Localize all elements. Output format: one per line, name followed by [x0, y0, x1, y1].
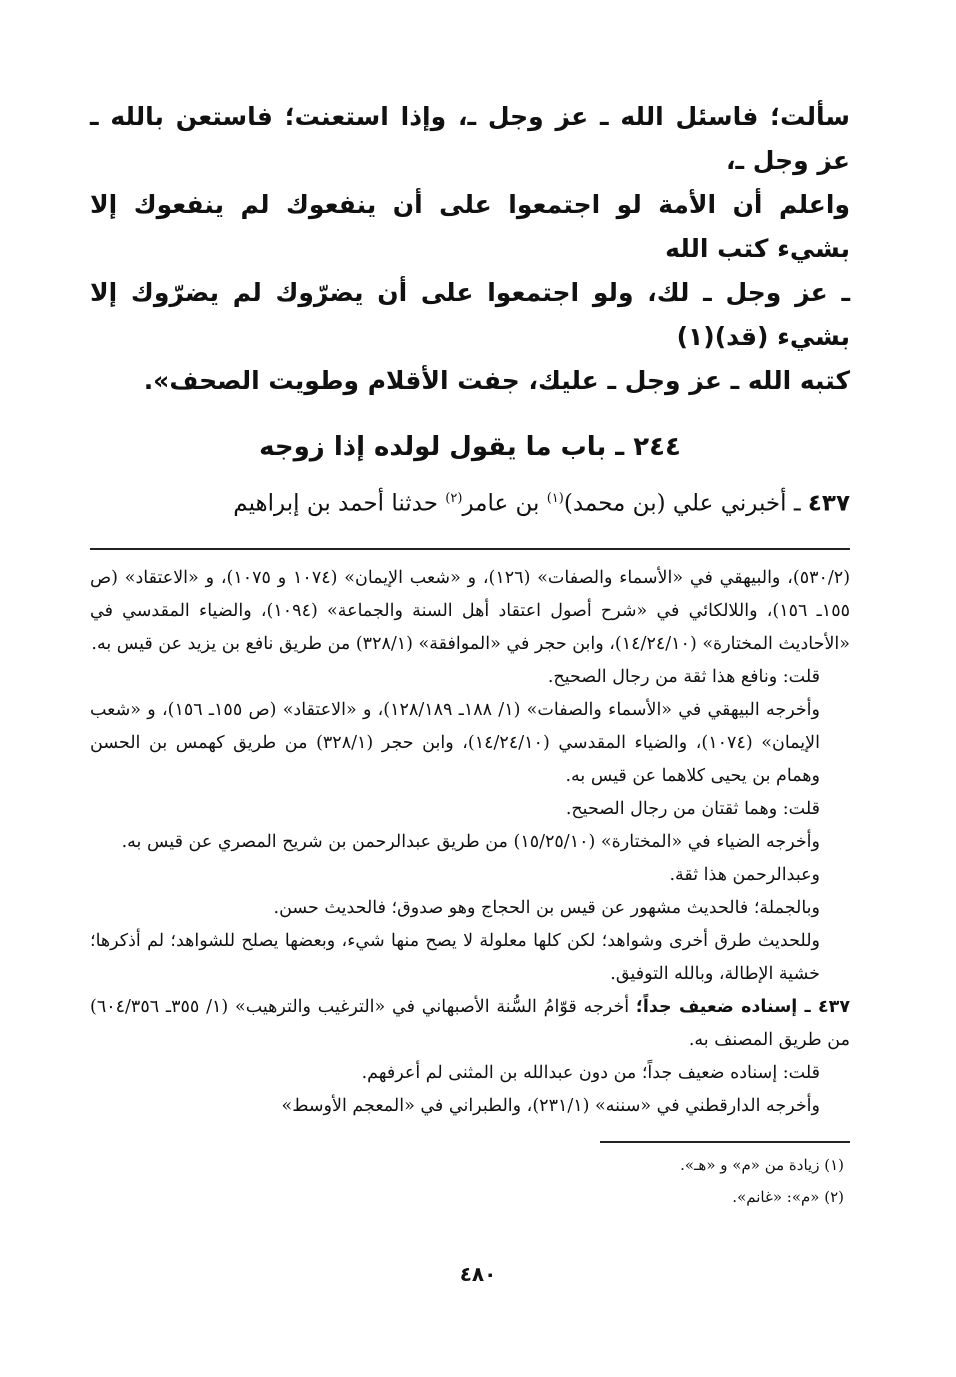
editor-notes: [90, 1149, 850, 1213]
isnad-text: بن عامر: [462, 490, 547, 517]
footnote-paragraph: (٥٣٠/٢)، والبيهقي في «الأسماء والصفات» (١٢٦)، و «شعب الإيمان» (١٠٧٤ و ١٠٧٥)، و «الاعتقاد» (ص ١٥٥ـ ١٥٦)، واللالكائي في «شرح أصول اعتقاد أهل السنة والجماعة» (١٠٩٤)، والضياء المقدسي في «الأحاديث المختارة» (١٤/٢٤/١٠)، وابن حجر في «الموافقة» (٣٢٨/١) من طريق نافع بن يزيد عن قيس به.: [90, 567, 851, 654]
page-body: [90, 95, 850, 1213]
editor-notes-divider: [600, 1141, 850, 1143]
footnote-text: أخرجه قوّامُ السُّنة الأصبهاني في «الترغيب والترهيب» (١/ ٣٥٥ـ ٦٠٤/٣٥٦) من طريق المصنف به.: [90, 996, 850, 1050]
hadith-line: ـ عز وجل ـ لك، ولو اجتمعوا على أن يضرّوك لم يضرّوك إلا بشيء (قد)(١): [90, 278, 850, 351]
isnad-text: حدثنا أحمد بن إبراهيم: [233, 490, 446, 517]
hadith-line: سألت؛ فاسئل الله ـ عز وجل ـ، وإذا استعنت؛ فاستعن بالله ـ عز وجل ـ،: [90, 102, 850, 175]
hadith-text-block: [90, 95, 850, 403]
hadith-line: كتبه الله ـ عز وجل ـ عليك، جفت الأقلام وطويت الصحف».: [143, 366, 850, 395]
footnote-paragraph: قلت: إسناده ضعيف جداً؛ من دون عبدالله بن المثنى لم أعرفهم.: [361, 1062, 820, 1083]
hadith-number: ٤٣٧: [807, 490, 850, 517]
isnad-line: [90, 479, 850, 524]
footnote-paragraph: [90, 991, 850, 1057]
footnote-paragraph: وأخرجه البيهقي في «الأسماء والصفات» (١/ ١٨٨ـ ١٢٨/١٨٩)، و «الاعتقاد» (ص ١٥٥ـ ١٥٦)، و «شعب الإيمان» (١٠٧٤)، والضياء المقدسي (١٤/٢٤/١٠)، وابن حجر (٣٢٨/١) من طريق كهمس بن الحسن وهمام بن يحيى كلاهما عن قيس به.: [90, 699, 820, 786]
footnote-paragraph: وبالجملة؛ فالحديث مشهور عن قيس بن الحجاج وهو صدوق؛ فالحديث حسن.: [273, 897, 820, 918]
page-number: ٤٨٠: [459, 1262, 497, 1286]
footnote-paragraph: وأخرجه الضياء في «المختارة» (١٥/٢٥/١٠) من طريق عبدالرحمن بن شريح المصري عن قيس به.: [121, 831, 820, 852]
footnote-divider: [90, 548, 850, 550]
footnote-paragraph: وللحديث طرق أخرى وشواهد؛ لكن كلها معلولة لا يصح منها شيء، وبعضها يصلح للشواهد؛ لم أذكرها؛ خشية الإطالة، وبالله التوفيق.: [90, 930, 820, 984]
takhrij-footnotes: [90, 562, 850, 1123]
footnote-paragraph: وأخرجه الدارقطني في «سننه» (٢٣١/١)، والطبراني في «المعجم الأوسط»: [281, 1095, 820, 1116]
footnote-marker: (١): [546, 491, 564, 506]
chapter-title: ٢٤٤ ـ باب ما يقول لولده إذا زوجه: [259, 432, 681, 462]
hadith-line: واعلم أن الأمة لو اجتمعوا على أن ينفعوك لم ينفعوك إلا بشيء كتب الله: [90, 190, 850, 263]
footnote-marker: (٢): [445, 491, 463, 506]
footnote-paragraph: وعبدالرحمن هذا ثقة.: [669, 864, 820, 885]
isnad-text: ـ أخبرني علي (بن محمد): [563, 490, 808, 517]
footnote-paragraph: قلت: ونافع هذا ثقة من رجال الصحيح.: [547, 666, 820, 687]
hadith-grade: ٤٣٧ ـ إسناده ضعيف جداً؛: [635, 996, 850, 1017]
editor-note: (١) زيادة من «م» و «هـ».: [680, 1155, 844, 1174]
footnote-paragraph: قلت: وهما ثقتان من رجال الصحيح.: [565, 798, 820, 819]
editor-note: (٢) «م»: «غانم».: [732, 1187, 844, 1206]
